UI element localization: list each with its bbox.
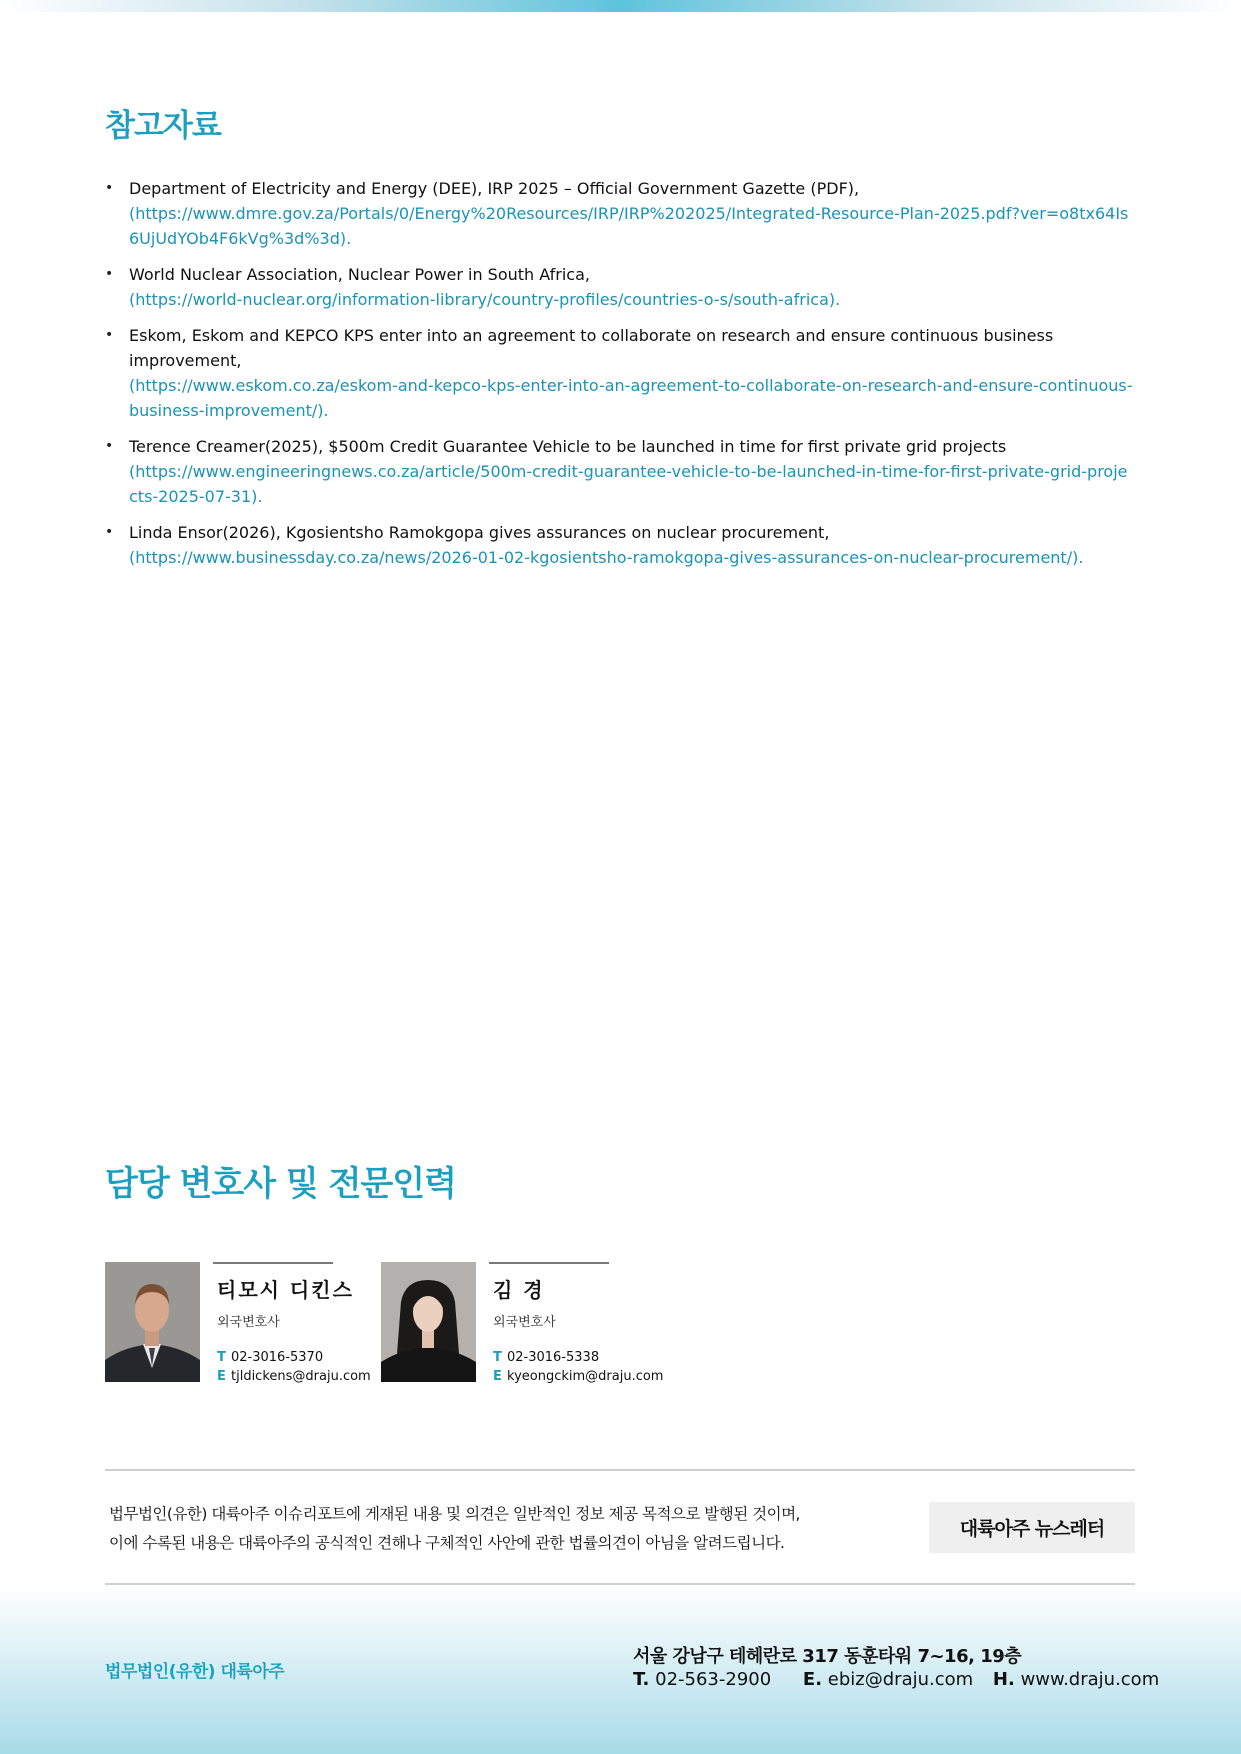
phone-label: T xyxy=(493,1350,502,1365)
reference-text: Eskom, Eskom and KEPCO KPS enter into an agreement to collaborate on research and ensure continuous business improvement, xyxy=(129,326,1054,370)
top-gradient-bar xyxy=(0,0,1241,12)
references-list xyxy=(105,176,1135,581)
person-phone: 02-3016-5338 xyxy=(507,1350,600,1365)
reference-item xyxy=(105,323,1135,423)
newsletter-button[interactable]: 대륙아주 뉴스레터 xyxy=(929,1502,1135,1553)
person-name: 티모시 디킨스 xyxy=(217,1278,354,1302)
person-role: 외국변호사 xyxy=(493,1315,556,1330)
team-title: 담당 변호사 및 전문인력 xyxy=(105,1164,456,1204)
avatar xyxy=(381,1262,476,1382)
reference-link[interactable]: (https://world-nuclear.org/information-library/country-profiles/countries-o-s/south-africa). xyxy=(129,290,841,309)
email-label: E xyxy=(493,1369,502,1384)
name-divider xyxy=(213,1262,333,1264)
footer-web[interactable]: www.draju.com xyxy=(1020,1669,1160,1690)
person-name: 김 경 xyxy=(493,1278,545,1302)
person-phone-row xyxy=(217,1350,393,1365)
disclaimer xyxy=(109,1500,869,1558)
reference-link[interactable]: (https://www.dmre.gov.za/Portals/0/Energy%20Resources/IRP/IRP%202025/Integrated-Resource-Plan-2025.pdf?ver=o8tx64Is6UjUdYOb4F6kVg%3d%3d). xyxy=(129,204,1129,248)
reference-item xyxy=(105,262,1135,312)
bullet-icon: • xyxy=(105,180,114,196)
footer-email[interactable]: ebiz@draju.com xyxy=(827,1669,974,1690)
reference-link[interactable]: (https://www.eskom.co.za/eskom-and-kepco-kps-enter-into-an-agreement-to-collaborate-on-research-and-ensure-continuous-business-improvement/). xyxy=(129,376,1133,420)
footer-contacts xyxy=(633,1669,1159,1690)
phone-label: T xyxy=(217,1350,226,1365)
disclaimer-line: 이에 수록된 내용은 대륙아주의 공식적인 견해나 구체적인 사안에 관한 법률의견이 아님을 알려드립니다. xyxy=(109,1534,785,1552)
person-info xyxy=(213,1262,393,1384)
reference-item xyxy=(105,520,1135,570)
person-info xyxy=(489,1262,669,1384)
footer-tel-label: T. xyxy=(633,1669,650,1690)
footer-web-label: H. xyxy=(992,1669,1015,1690)
reference-text: Linda Ensor(2026), Kgosientsho Ramokgopa gives assurances on nuclear procurement, xyxy=(129,523,830,542)
email-label: E xyxy=(217,1369,226,1384)
person-role: 외국변호사 xyxy=(217,1315,280,1330)
bullet-icon: • xyxy=(105,327,114,343)
reference-link[interactable]: (https://www.businessday.co.za/news/2026-01-02-kgosientsho-ramokgopa-gives-assurances-on-nuclear-procurement/). xyxy=(129,548,1084,567)
person-email[interactable]: kyeongckim@draju.com xyxy=(507,1369,664,1384)
person-email[interactable]: tjldickens@draju.com xyxy=(231,1369,371,1384)
footer-email-label: E. xyxy=(802,1669,823,1690)
reference-text: Department of Electricity and Energy (DEE), IRP 2025 – Official Government Gazette (PDF), xyxy=(129,179,860,198)
person-phone-row xyxy=(493,1350,669,1365)
footer-firm-name: 법무법인(유한) 대륙아주 xyxy=(105,1662,285,1682)
footer-tel: 02-563-2900 xyxy=(655,1669,772,1690)
reference-item xyxy=(105,434,1135,509)
disclaimer-line: 법무법인(유한) 대륙아주 이슈리포트에 게재된 내용 및 의견은 일반적인 정보 제공 목적으로 발행된 것이며, xyxy=(109,1505,800,1523)
name-divider xyxy=(489,1262,609,1264)
reference-link[interactable]: (https://www.engineeringnews.co.za/article/500m-credit-guarantee-vehicle-to-be-launched-in-time-for-first-private-grid-projects-2025-07-31). xyxy=(129,462,1128,506)
bullet-icon: • xyxy=(105,438,114,454)
bullet-icon: • xyxy=(105,524,114,540)
footer-address: 서울 강남구 테헤란로 317 동훈타워 7~16, 19층 xyxy=(633,1646,1022,1667)
reference-text: Terence Creamer(2025), $500m Credit Guarantee Vehicle to be launched in time for first private grid projects xyxy=(129,437,1007,456)
person-email-row xyxy=(493,1369,669,1384)
avatar xyxy=(105,1262,200,1382)
bullet-icon: • xyxy=(105,266,114,282)
person-phone: 02-3016-5370 xyxy=(231,1350,324,1365)
reference-text: World Nuclear Association, Nuclear Power in South Africa, xyxy=(129,265,590,284)
references-title: 참고자료 xyxy=(105,108,221,144)
reference-item xyxy=(105,176,1135,251)
divider xyxy=(105,1469,1135,1471)
person-email-row xyxy=(217,1369,393,1384)
